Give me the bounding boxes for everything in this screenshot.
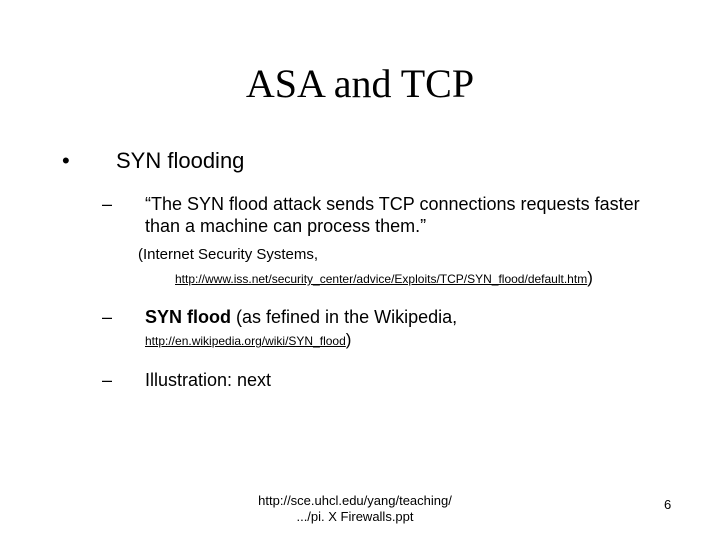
wikipedia-item-text: (as fefined in the Wikipedia, <box>231 307 458 327</box>
footer <box>230 493 480 525</box>
wikipedia-link[interactable]: http://en.wikipedia.org/wiki/SYN_flood <box>145 334 346 348</box>
syn-flood-bold: SYN flood <box>145 307 231 327</box>
sub-bullet-dash-2: – <box>102 307 113 327</box>
sub-bullet-dash-3: – <box>102 370 113 390</box>
syn-flood-quote: “The SYN flood attack sends TCP connections requests faster than a machine can process them.” <box>145 194 640 236</box>
wikipedia-item <box>145 306 457 328</box>
sub-bullet-dash-1: – <box>102 194 113 214</box>
bullet-heading: SYN flooding <box>116 148 245 173</box>
footer-line-2: .../pi. X Firewalls.ppt <box>296 509 414 524</box>
quote-source-label: (Internet Security Systems, <box>138 246 319 263</box>
slide-title: ASA and TCP <box>245 61 475 106</box>
iss-link-line <box>175 270 593 287</box>
iss-link[interactable]: http://www.iss.net/security_center/advice/Exploits/TCP/SYN_flood/default.htm <box>175 272 588 286</box>
iss-link-paren: ) <box>587 268 593 287</box>
illustration-item: Illustration: next <box>145 370 272 390</box>
bullet-marker: • <box>62 148 70 173</box>
footer-line-1: http://sce.uhcl.edu/yang/teaching/ <box>258 493 452 508</box>
wikipedia-link-paren: ) <box>345 330 352 349</box>
wikipedia-link-line <box>145 332 351 349</box>
page-number: 6 <box>664 497 672 512</box>
